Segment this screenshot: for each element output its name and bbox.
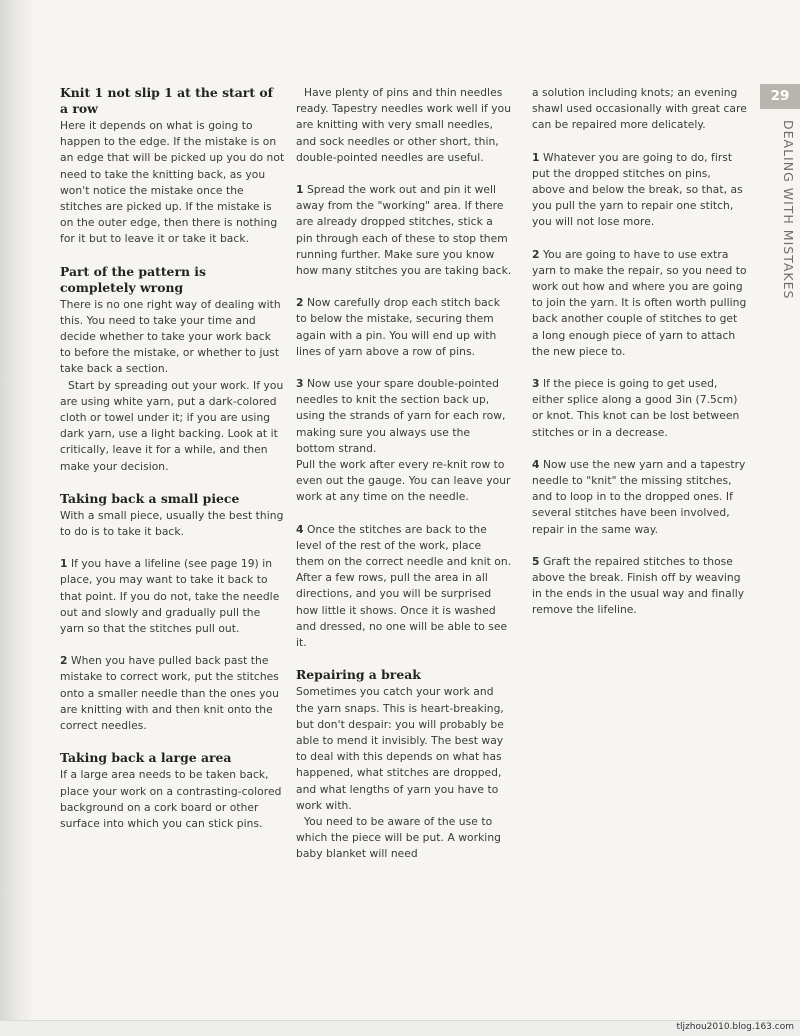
heading-repairing-break: Repairing a break <box>296 667 421 683</box>
paragraph: Start by spreading out your work. If you are using white yarn, put a dark-colored cloth or towel under it; if you are using dark yarn, use a light backing. Look at it critically, leave it for a while, and then make your decision. <box>60 378 284 473</box>
heading-knit-not-slip: Knit 1 not slip 1 at the start of a row <box>60 85 273 116</box>
section-knit-not-slip <box>60 85 285 248</box>
book-spine-shadow <box>0 0 34 1035</box>
heading-small-piece: Taking back a small piece <box>60 490 240 506</box>
step-number: 1 <box>532 150 540 164</box>
paragraph: Sometimes you catch your work and the yarn snaps. This is heart-breaking, but don't despair: you will probably be able to mend it invisibly. The best way to deal with this depends on what has happened, what stitches are dropped, and what lengths of yarn you have to work with. <box>296 685 504 812</box>
column-1 <box>60 85 285 848</box>
paragraph: There is no one right way of dealing with this. You need to take your time and decide whether to take your work back to before the mistake, or whether to just take back a section. <box>60 297 281 376</box>
step-paragraph <box>296 182 512 279</box>
step-text: You are going to have to use extra yarn to make the repair, so you need to work out how and where you are going to join the yarn. It is often worth pulling back another couple of stitches to get a long enough piece of yarn to attach the new piece to. <box>532 247 747 358</box>
step-paragraph <box>296 522 512 652</box>
step-paragraph <box>296 295 512 360</box>
step-paragraph <box>60 556 285 637</box>
paragraph: Pull the work after every re-knit row to even out the gauge. You can leave your work at any time on the needle. <box>296 458 511 504</box>
heading-pattern-wrong: Part of the pattern is completely wrong <box>60 263 206 295</box>
step-paragraph <box>532 376 747 441</box>
step-number: 2 <box>296 296 304 310</box>
step-text: Now carefully drop each stitch back to below the mistake, securing them again with a pin. You will end up with lines of yarn above a row of pins. <box>296 296 500 358</box>
paragraph: If a large area needs to be taken back, place your work on a contrasting-colored background on a cork board or other surface into which you can stick pins. <box>60 768 282 830</box>
paragraph: Here it depends on what is going to happen to the edge. If the mistake is on an edge that will be picked up you do not need to take the knitting back, as you won't notice the mistake once the stitches are picked up. If the mistake is on the outer edge, then there is nothing for it but to leave it or take it back. <box>60 119 285 246</box>
step-text: Whatever you are going to do, first put the dropped stitches on pins, above and below the break, so that, as you pull the yarn to repair one stitch, you will not lose more. <box>532 150 743 229</box>
step-text: Spread the work out and pin it well away from the "working" area. If there are already dropped stitches, stick a pin through each of these to stop them running further. Make sure you know how many stitches you are taking back. <box>296 183 512 278</box>
heading-large-area: Taking back a large area <box>60 750 232 766</box>
step-text: When you have pulled back past the mistake to correct work, put the stitches onto a smaller needle than the ones you are knitting with and then knit onto the correct needles. <box>60 654 279 733</box>
step-text: If you have a lifeline (see page 19) in place, you may want to take it back to that point. If you do not, take the needle out and slowly and gradually pull the yarn so that the stitches pull out. <box>60 557 280 636</box>
paragraph: You need to be aware of the use to which the piece will be put. A working baby blanket will need <box>296 814 501 861</box>
step-number: 3 <box>532 377 540 391</box>
step-number: 4 <box>296 522 304 536</box>
step-number: 1 <box>296 183 304 197</box>
step-paragraph <box>532 554 747 619</box>
step-paragraph <box>532 457 747 538</box>
step-text: Once the stitches are back to the level of the rest of the work, place them on the correct needle and knit on. After a few rows, pull the area in all directions, and you will be surprised how little it shows. Once it is washed and dressed, no one will be able to see it. <box>296 522 512 650</box>
chapter-title: DEALING WITH MISTAKES <box>781 120 796 300</box>
paragraph: Have plenty of pins and thin needles ready. Tapestry needles work well if you are knitting with very small needles, and sock needles or other short, thin, double-pointed needles are useful. <box>296 86 512 164</box>
step-number: 4 <box>532 457 540 471</box>
page-number-tab: 29 <box>760 84 800 109</box>
section-large-area <box>60 750 285 832</box>
paragraph: With a small piece, usually the best thing to do is to take it back. <box>60 508 284 539</box>
section-small-piece <box>60 491 285 734</box>
step-number: 2 <box>60 654 68 668</box>
step-paragraph <box>532 247 747 360</box>
section-repairing-break <box>296 667 512 862</box>
footer-bar <box>0 1020 800 1036</box>
step-number: 3 <box>296 377 304 391</box>
column-2 <box>296 85 512 879</box>
step-number: 1 <box>60 557 68 571</box>
step-text: Now use the new yarn and a tapestry needle to "knit" the missing stitches, and to loop in to the dropped ones. If several stitches have been involved, repair in the same way. <box>532 457 746 536</box>
step-paragraph <box>532 150 747 231</box>
step-text: Graft the repaired stitches to those above the break. Finish off by weaving in the ends in the usual way and finally remove the lifeline. <box>532 554 745 617</box>
step-paragraph <box>296 376 512 457</box>
step-number: 2 <box>532 247 540 261</box>
step-text: Now use your spare double-pointed needles to knit the section back up, using the strands of yarn for each row, making sure you always use the bottom strand. <box>296 377 506 455</box>
step-text: If the piece is going to get used, either splice along a good 3in (7.5cm) or knot. This knot can be lost between stitches or in a decrease. <box>532 377 740 439</box>
paragraph: a solution including knots; an evening shawl used occasionally with great care can be repaired more delicately. <box>532 86 747 132</box>
step-paragraph <box>60 653 285 734</box>
section-pattern-wrong <box>60 264 285 475</box>
column-3 <box>532 85 747 635</box>
step-number: 5 <box>532 554 540 568</box>
watermark-text: tljzhou2010.blog.163.com <box>676 1022 794 1032</box>
